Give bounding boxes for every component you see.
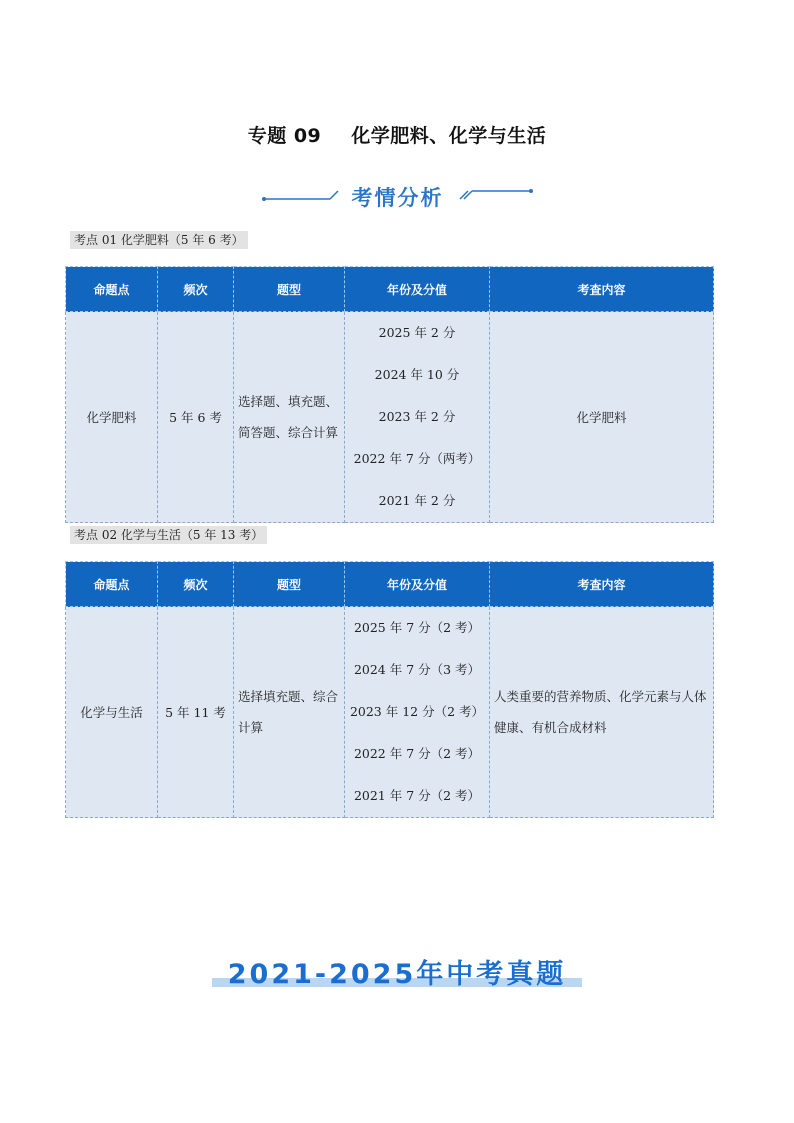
- year-line: 2023 年 2 分: [378, 409, 456, 424]
- header-content: 考查内容: [490, 267, 714, 312]
- cell-frequency: 5 年 6 考: [158, 312, 234, 523]
- table-row: [66, 312, 714, 523]
- bottom-heading: 2021-2025年中考真题: [227, 959, 567, 990]
- cell-years: [345, 312, 490, 523]
- topic-label-2: 考点 02 化学与生活（5 年 13 考）: [70, 526, 267, 544]
- cell-frequency: 5 年 11 考: [158, 607, 234, 818]
- year-line: 2024 年 10 分: [374, 367, 460, 382]
- cell-question-type: 选择填充题、综合计算: [234, 607, 345, 818]
- topic-table-2: [65, 561, 714, 818]
- header-years: 年份及分值: [345, 562, 490, 607]
- cell-question-type: 选择题、填充题、简答题、综合计算: [234, 312, 345, 523]
- year-line: 2024 年 7 分（3 考）: [353, 662, 481, 677]
- year-line: 2022 年 7 分（2 考）: [353, 746, 481, 761]
- year-line: 2025 年 2 分: [378, 325, 456, 340]
- header-years: 年份及分值: [345, 267, 490, 312]
- header-question-type: 题型: [234, 562, 345, 607]
- table-row: [66, 607, 714, 818]
- cell-content: 人类重要的营养物质、化学元素与人体健康、有机合成材料: [490, 607, 714, 818]
- year-line: 2023 年 12 分（2 考）: [349, 704, 485, 719]
- topic-table-1: [65, 266, 714, 523]
- table-header-row: [66, 562, 714, 607]
- header-question-type: 题型: [234, 267, 345, 312]
- header-frequency: 频次: [158, 267, 234, 312]
- section-banner: [260, 178, 535, 214]
- header-content: 考查内容: [490, 562, 714, 607]
- page-title: [0, 121, 794, 148]
- header-point: 命题点: [66, 562, 158, 607]
- year-line: 2021 年 2 分: [378, 493, 456, 508]
- year-line: 2021 年 7 分（2 考）: [353, 788, 481, 803]
- topic-label-1: 考点 01 化学肥料（5 年 6 考）: [70, 231, 248, 249]
- cell-content: 化学肥料: [490, 312, 714, 523]
- header-point: 命题点: [66, 267, 158, 312]
- cell-point: 化学肥料: [66, 312, 158, 523]
- title-topic: 化学肥料、化学与生活: [351, 125, 547, 147]
- table-header-row: [66, 267, 714, 312]
- year-line: 2022 年 7 分（两考）: [353, 451, 481, 466]
- title-number: 专题 09: [247, 125, 322, 147]
- cell-point: 化学与生活: [66, 607, 158, 818]
- banner-title: 考情分析: [351, 186, 444, 210]
- year-line: 2025 年 7 分（2 考）: [353, 620, 481, 635]
- header-frequency: 频次: [158, 562, 234, 607]
- cell-years: [345, 607, 490, 818]
